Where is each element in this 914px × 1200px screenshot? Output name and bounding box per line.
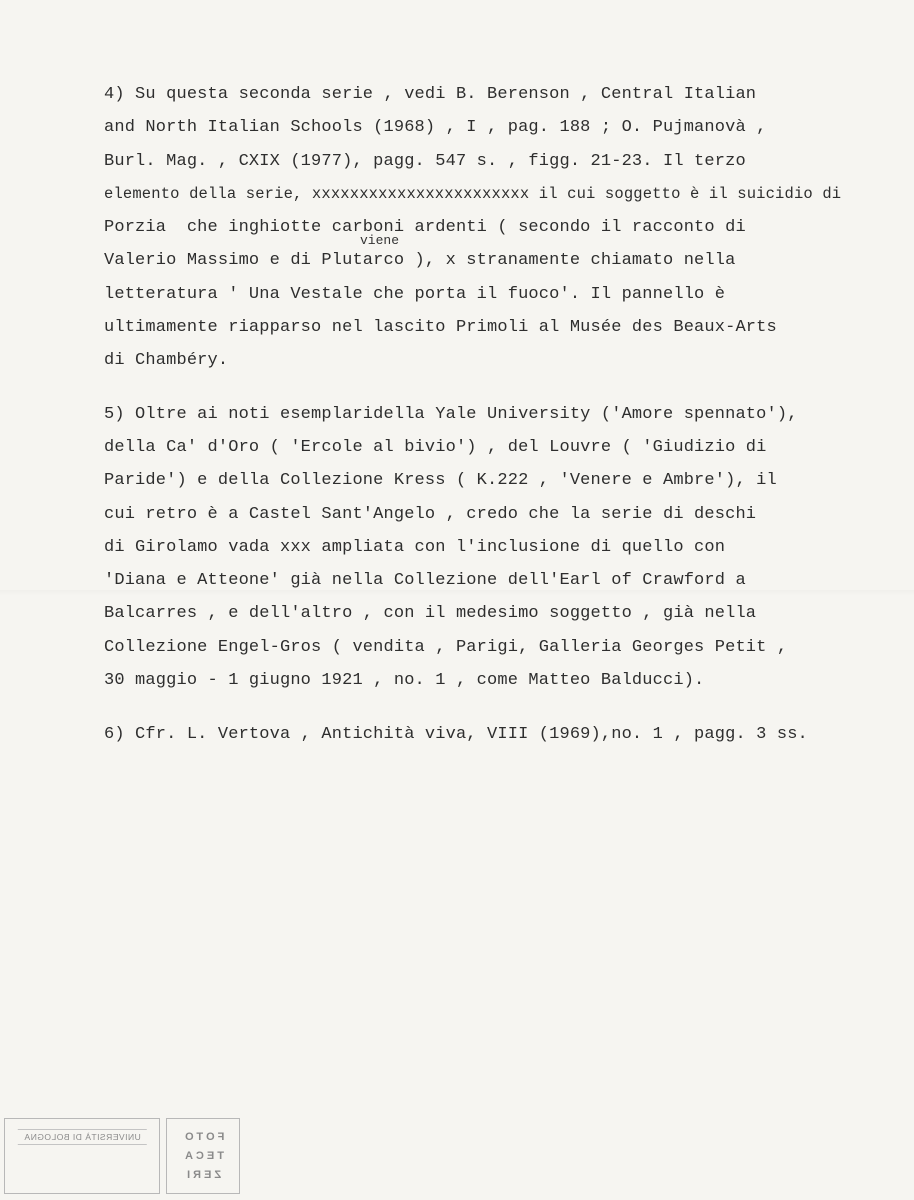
note-line: Paride') e della Collezione Kress ( K.222 , 'Venere e Ambre'), il bbox=[104, 471, 777, 491]
note-line: di Girolamo vada xxx ampliata con l'inclusione di quello con bbox=[104, 537, 726, 557]
university-stamp bbox=[4, 1118, 160, 1194]
note-line: and North Italian Schools (1968) , I , pag. 188 ; O. Pujmanovà , bbox=[104, 118, 767, 138]
footnote-4 bbox=[104, 78, 894, 378]
note-line: letteratura ' Una Vestale che porta il fuoco'. Il pannello è bbox=[104, 284, 726, 304]
note-line: Collezione Engel-Gros ( vendita , Parigi, Galleria Georges Petit , bbox=[104, 637, 788, 657]
note-line: Valerio Massimo e di Plutarco ), x stranamente chiamato nella bbox=[104, 251, 736, 271]
note-line: cui retro è a Castel Sant'Angelo , credo che la serie di deschi bbox=[104, 504, 757, 524]
note-line: della Ca' d'Oro ( 'Ercole al bivio') , del Louvre ( 'Giudizio di bbox=[104, 437, 767, 457]
note-line: 6) Cfr. L. Vertova , Antichità viva, VIII (1969),no. 1 , pagg. 3 ss. bbox=[104, 725, 808, 745]
note-line: di Chambéry. bbox=[104, 351, 229, 371]
footnote-6 bbox=[104, 718, 894, 751]
footnote-5 bbox=[104, 398, 894, 698]
note-line: 4) Su questa seconda serie , vedi B. Berenson , Central Italian bbox=[104, 85, 757, 104]
note-line: ultimamente riapparso nel lascito Primoli al Musée des Beaux-Arts bbox=[104, 318, 777, 338]
handwritten-insertion: viene bbox=[360, 233, 400, 248]
stamp-text-teca: TECA bbox=[182, 1149, 224, 1162]
stamp-text-zeri: ZERI bbox=[184, 1168, 222, 1181]
footnotes bbox=[104, 78, 894, 752]
note-line: 'Diana e Atteone' già nella Collezione dell'Earl of Crawford a bbox=[104, 571, 746, 591]
stamp-text-foto: FOTO bbox=[181, 1130, 225, 1143]
note-line: 5) Oltre ai noti esemplaridella Yale University ('Amore spennato'), bbox=[104, 404, 798, 424]
note-line: elemento della serie, xxxxxxxxxxxxxxxxxxxxxxx il cui soggetto è il suicidio di bbox=[104, 184, 842, 203]
note-line: Burl. Mag. , CXIX (1977), pagg. 547 s. , figg. 21-23. Il terzo bbox=[104, 151, 746, 171]
fototeca-zeri-stamp bbox=[166, 1118, 240, 1194]
note-line: Balcarres , e dell'altro , con il medesimo soggetto , già nella bbox=[104, 604, 757, 624]
note-line: 30 maggio - 1 giugno 1921 , no. 1 , come Matteo Balducci). bbox=[104, 671, 705, 691]
university-stamp-text: UNIVERSITÀ DI BOLOGNA bbox=[18, 1129, 147, 1145]
note-line: Porzia che inghiotte carboni ardenti ( secondo il racconto di bbox=[104, 218, 746, 238]
